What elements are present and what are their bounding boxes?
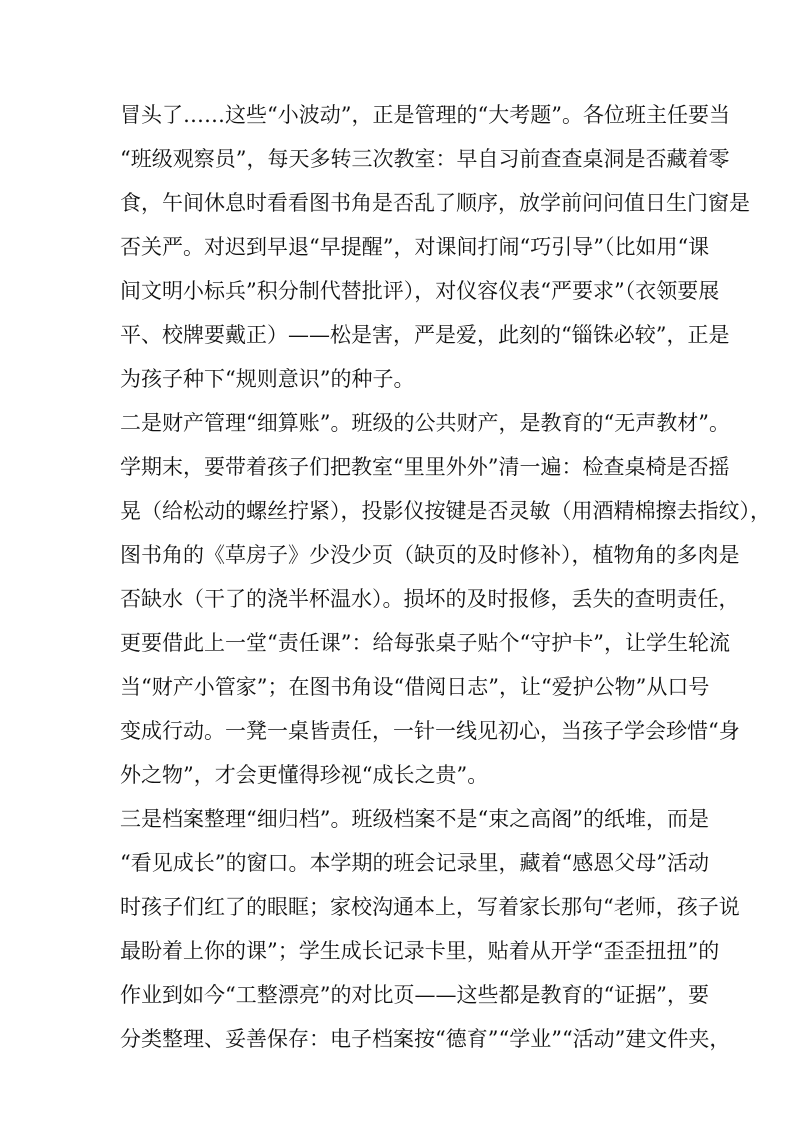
text-line-10: 晃（给松动的螺丝拧紧），投影仪按键是否灵敏（用酒精棉擦去指纹）， [120,499,771,523]
text-line-9: 学期末，要带着孩子们把教室“里里外外”清一遍：检查桌椅是否摇 [120,455,730,479]
text-line-3: 食，午间休息时看看图书角是否乱了顺序，放学前问问值日生门窗是 [120,191,750,215]
text-line-8: 二是财产管理“细算账”。班级的公共财产，是教育的“无声教材”。 [120,411,730,435]
text-line-11: 图书角的《草房子》少没少页（缺页的及时修补），植物角的多肉是 [120,543,740,567]
text-line-14: 当“财产小管家”；在图书角设“借阅日志”，让“爱护公物”从口号 [120,675,710,699]
text-line-16: 外之物”，才会更懂得珍视“成长之贵”。 [120,763,489,787]
text-line-19: 时孩子们红了的眼眶；家校沟通本上，写着家长那句“老师，孩子说 [120,895,740,919]
text-line-21: 作业到如今“工整漂亮”的对比页——这些都是教育的“证据”，要 [120,983,709,1007]
text-line-12: 否缺水（干了的浇半杯温水）。损坏的及时报修，丢失的查明责任， [120,587,740,611]
text-line-13: 更要借此上一堂“责任课”：给每张桌子贴个“守护卡”，让学生轮流 [120,631,730,655]
text-line-20: 最盼着上你的课”；学生成长记录卡里，贴着从开学“歪歪扭扭”的 [120,939,720,963]
text-line-7: 为孩子种下“规则意识”的种子。 [120,367,415,391]
text-line-17: 三是档案整理“细归档”。班级档案不是“束之高阁”的纸堆，而是 [120,807,709,831]
text-line-1: 冒头了……这些“小波动”，正是管理的“大考题”。各位班主任要当 [120,103,730,127]
text-line-15: 变成行动。一凳一桌皆责任，一针一线见初心，当孩子学会珍惜“身 [120,719,740,743]
text-line-5: 间文明小标兵”积分制代替批评），对仪容仪表“严要求”（衣领要展 [120,279,720,303]
text-line-18: “看见成长”的窗口。本学期的班会记录里，藏着“感恩父母”活动 [120,851,709,875]
text-line-6: 平、校牌要戴正）——松是害，严是爱，此刻的“锱铢必较”，正是 [120,323,730,347]
text-line-4: 否关严。对迟到早退“早提醒”，对课间打闹“巧引导”（比如用“课 [120,235,710,259]
text-line-22: 分类整理、妥善保存：电子档案按“德育”“学业”“活动”建文件夹， [120,1027,731,1051]
text-line-2: “班级观察员”，每天多转三次教室：早自习前查查桌洞是否藏着零 [120,147,730,171]
